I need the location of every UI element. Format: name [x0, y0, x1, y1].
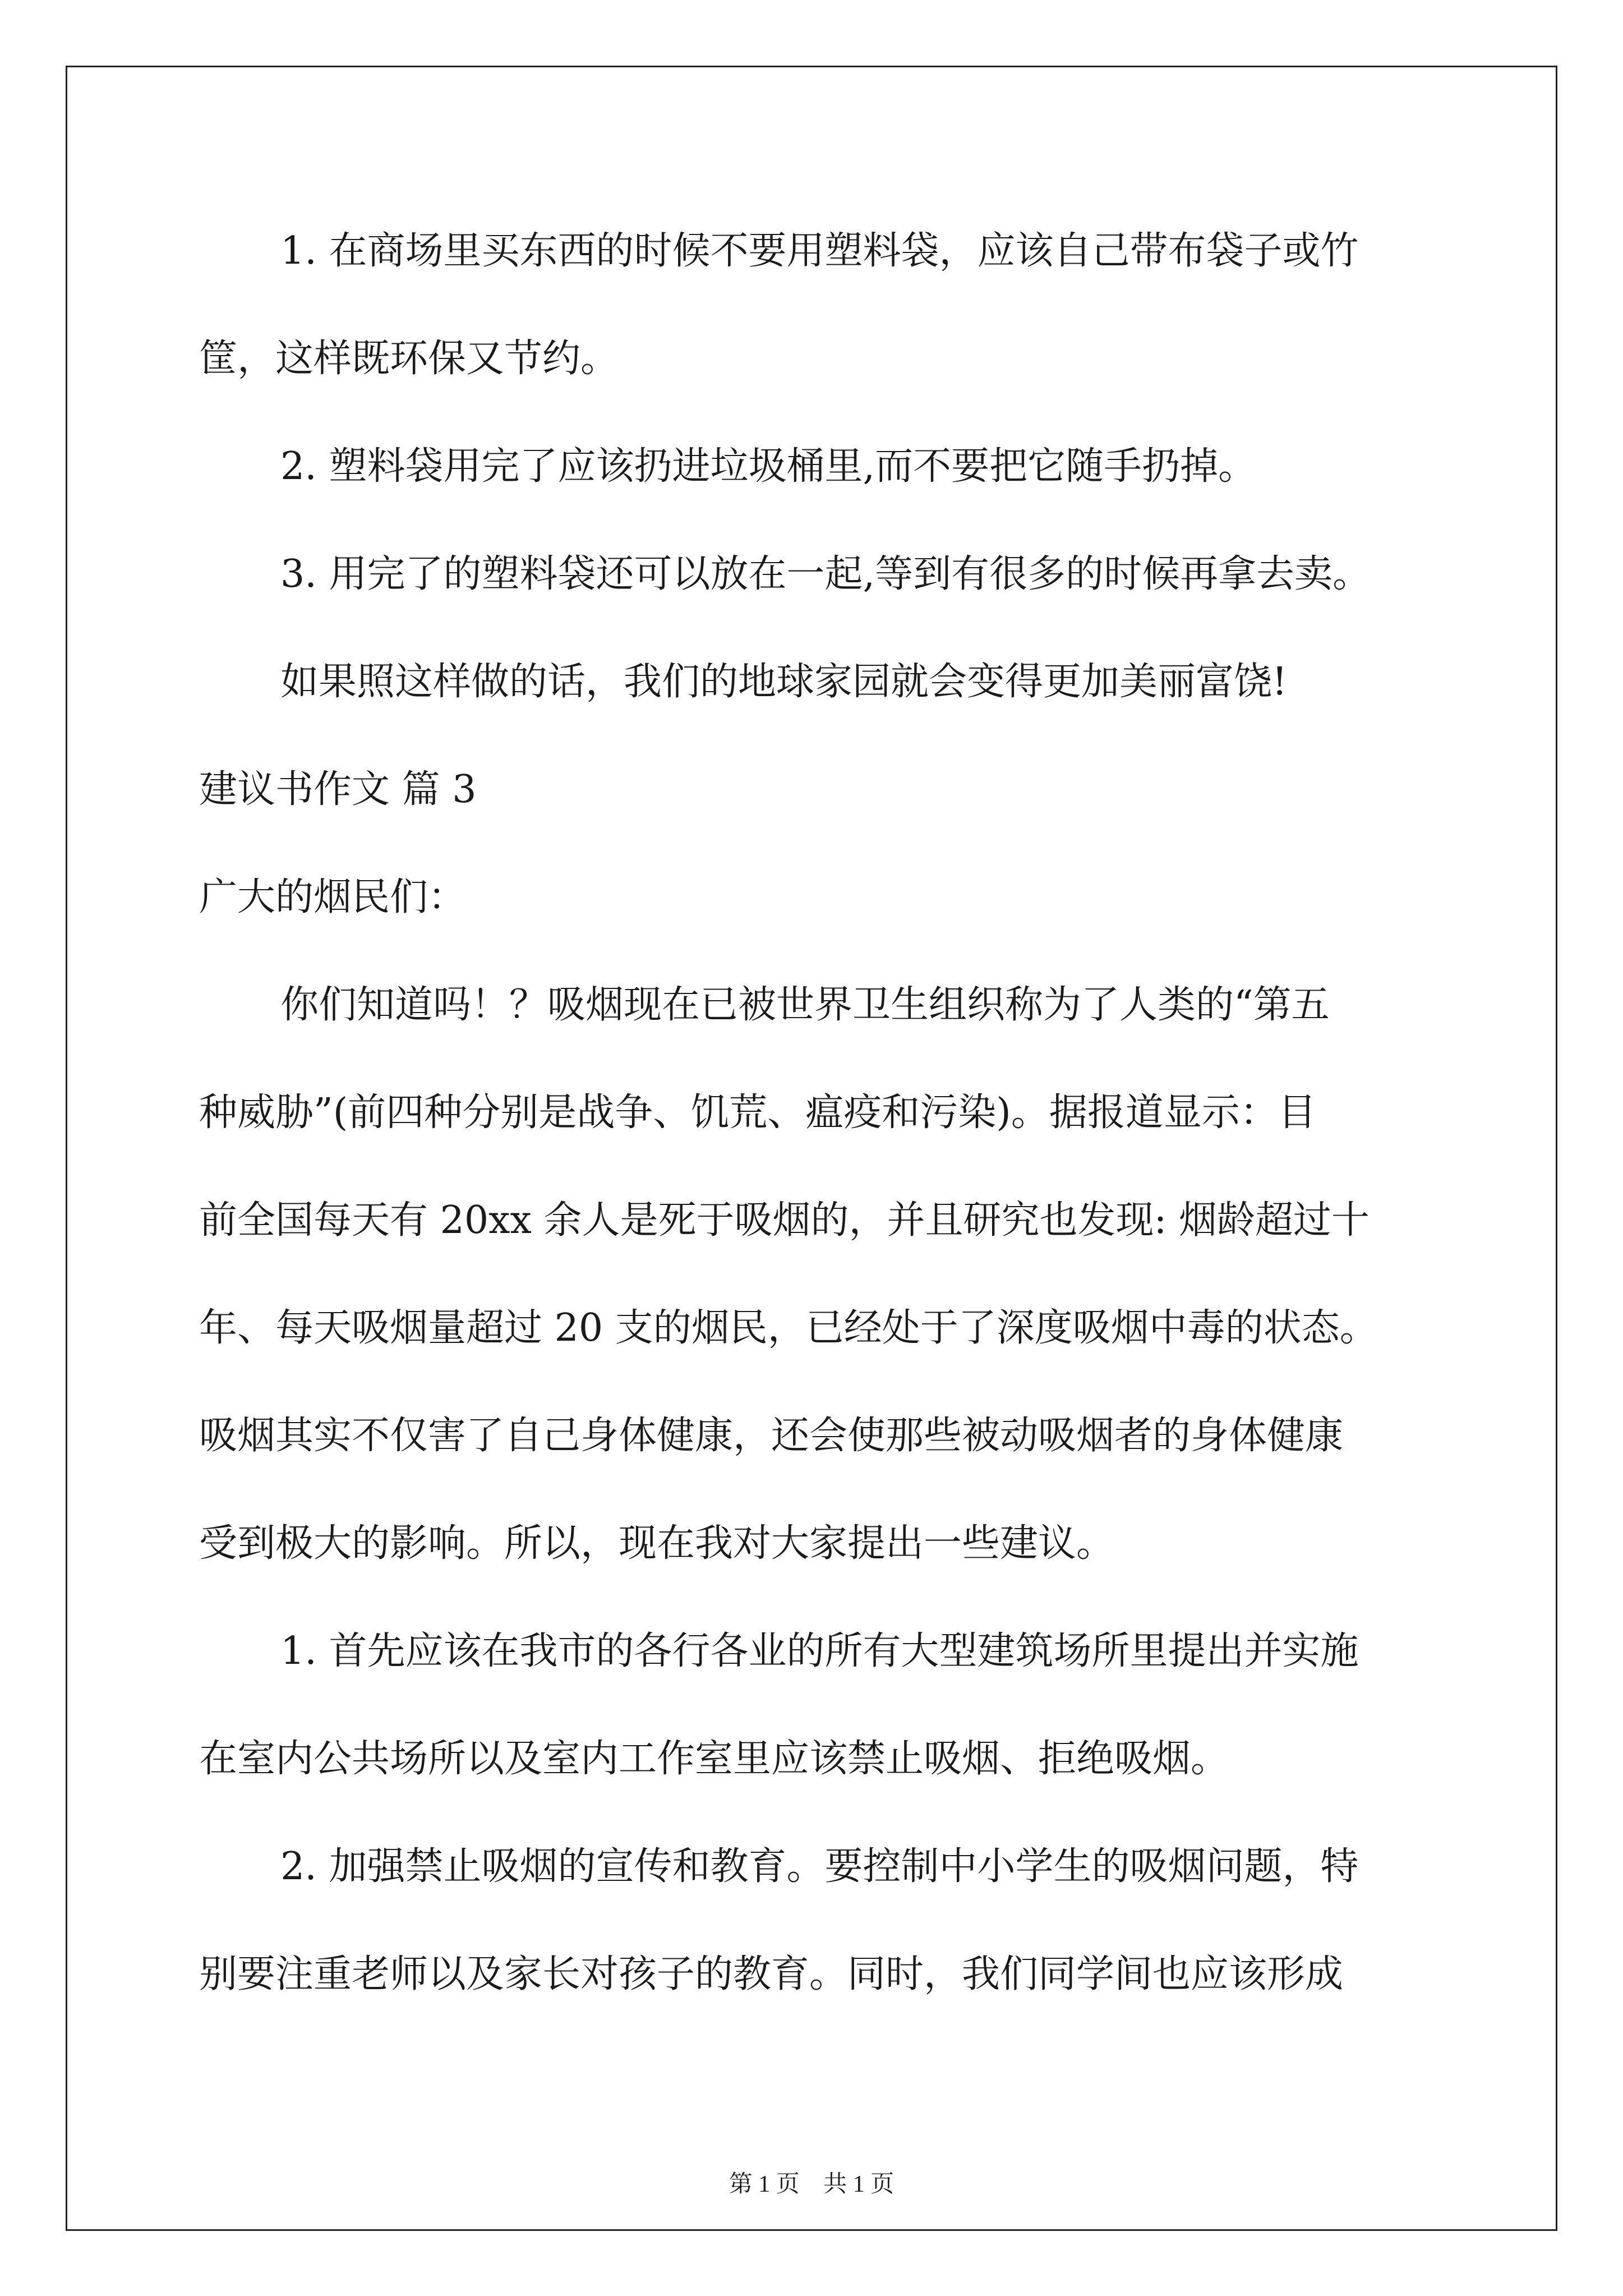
text-line: 吸烟其实不仅害了自己身体健康，还会使那些被动吸烟者的身体健康	[199, 1414, 1344, 1458]
text-line: 3. 用完了的塑料袋还可以放在一起,等到有很多的时候再拿去卖。	[280, 552, 1371, 596]
text-line: 种威胁”(前四种分别是战争、饥荒、瘟疫和污染)。据报道显示：目	[199, 1091, 1316, 1135]
page-number: 第 1 页	[728, 2171, 800, 2197]
text-line: 年、每天吸烟量超过 20 支的烟民，已经处于了深度吸烟中毒的状态。	[199, 1306, 1378, 1350]
text-line: 你们知道吗！？吸烟现在已被世界卫生组织称为了人类的“第五	[280, 983, 1330, 1027]
text-line: 2. 加强禁止吸烟的宣传和教育。要控制中小学生的吸烟问题，特	[280, 1844, 1359, 1889]
salutation: 广大的烟民们：	[199, 875, 467, 919]
text-line: 前全国每天有 20xx 余人是死于吸烟的，并且研究也发现: 烟龄超过十	[199, 1198, 1370, 1243]
text-line: 如果照这样做的话，我们的地球家园就会变得更加美丽富饶!	[280, 660, 1288, 704]
page-border	[66, 66, 1557, 2231]
page-total: 共 1 页	[823, 2171, 895, 2197]
text-line: 1. 在商场里买东西的时候不要用塑料袋，应该自己带布袋子或竹	[280, 229, 1359, 273]
text-line: 筐，这样既环保又节约。	[199, 337, 619, 381]
text-line: 别要注重老师以及家长对孩子的教育。同时，我们同学间也应该形成	[199, 1952, 1344, 1996]
section-heading: 建议书作文 篇 3	[199, 767, 477, 812]
text-line: 2. 塑料袋用完了应该扔进垃圾桶里,而不要把它随手扔掉。	[280, 444, 1257, 489]
page-footer	[0, 2165, 1623, 2199]
text-line: 1. 首先应该在我市的各行各业的所有大型建筑场所里提出并实施	[280, 1629, 1359, 1673]
text-line: 受到极大的影响。所以，现在我对大家提出一些建议。	[199, 1521, 1115, 1566]
text-line: 在室内公共场所以及室内工作室里应该禁止吸烟、拒绝吸烟。	[199, 1737, 1229, 1781]
